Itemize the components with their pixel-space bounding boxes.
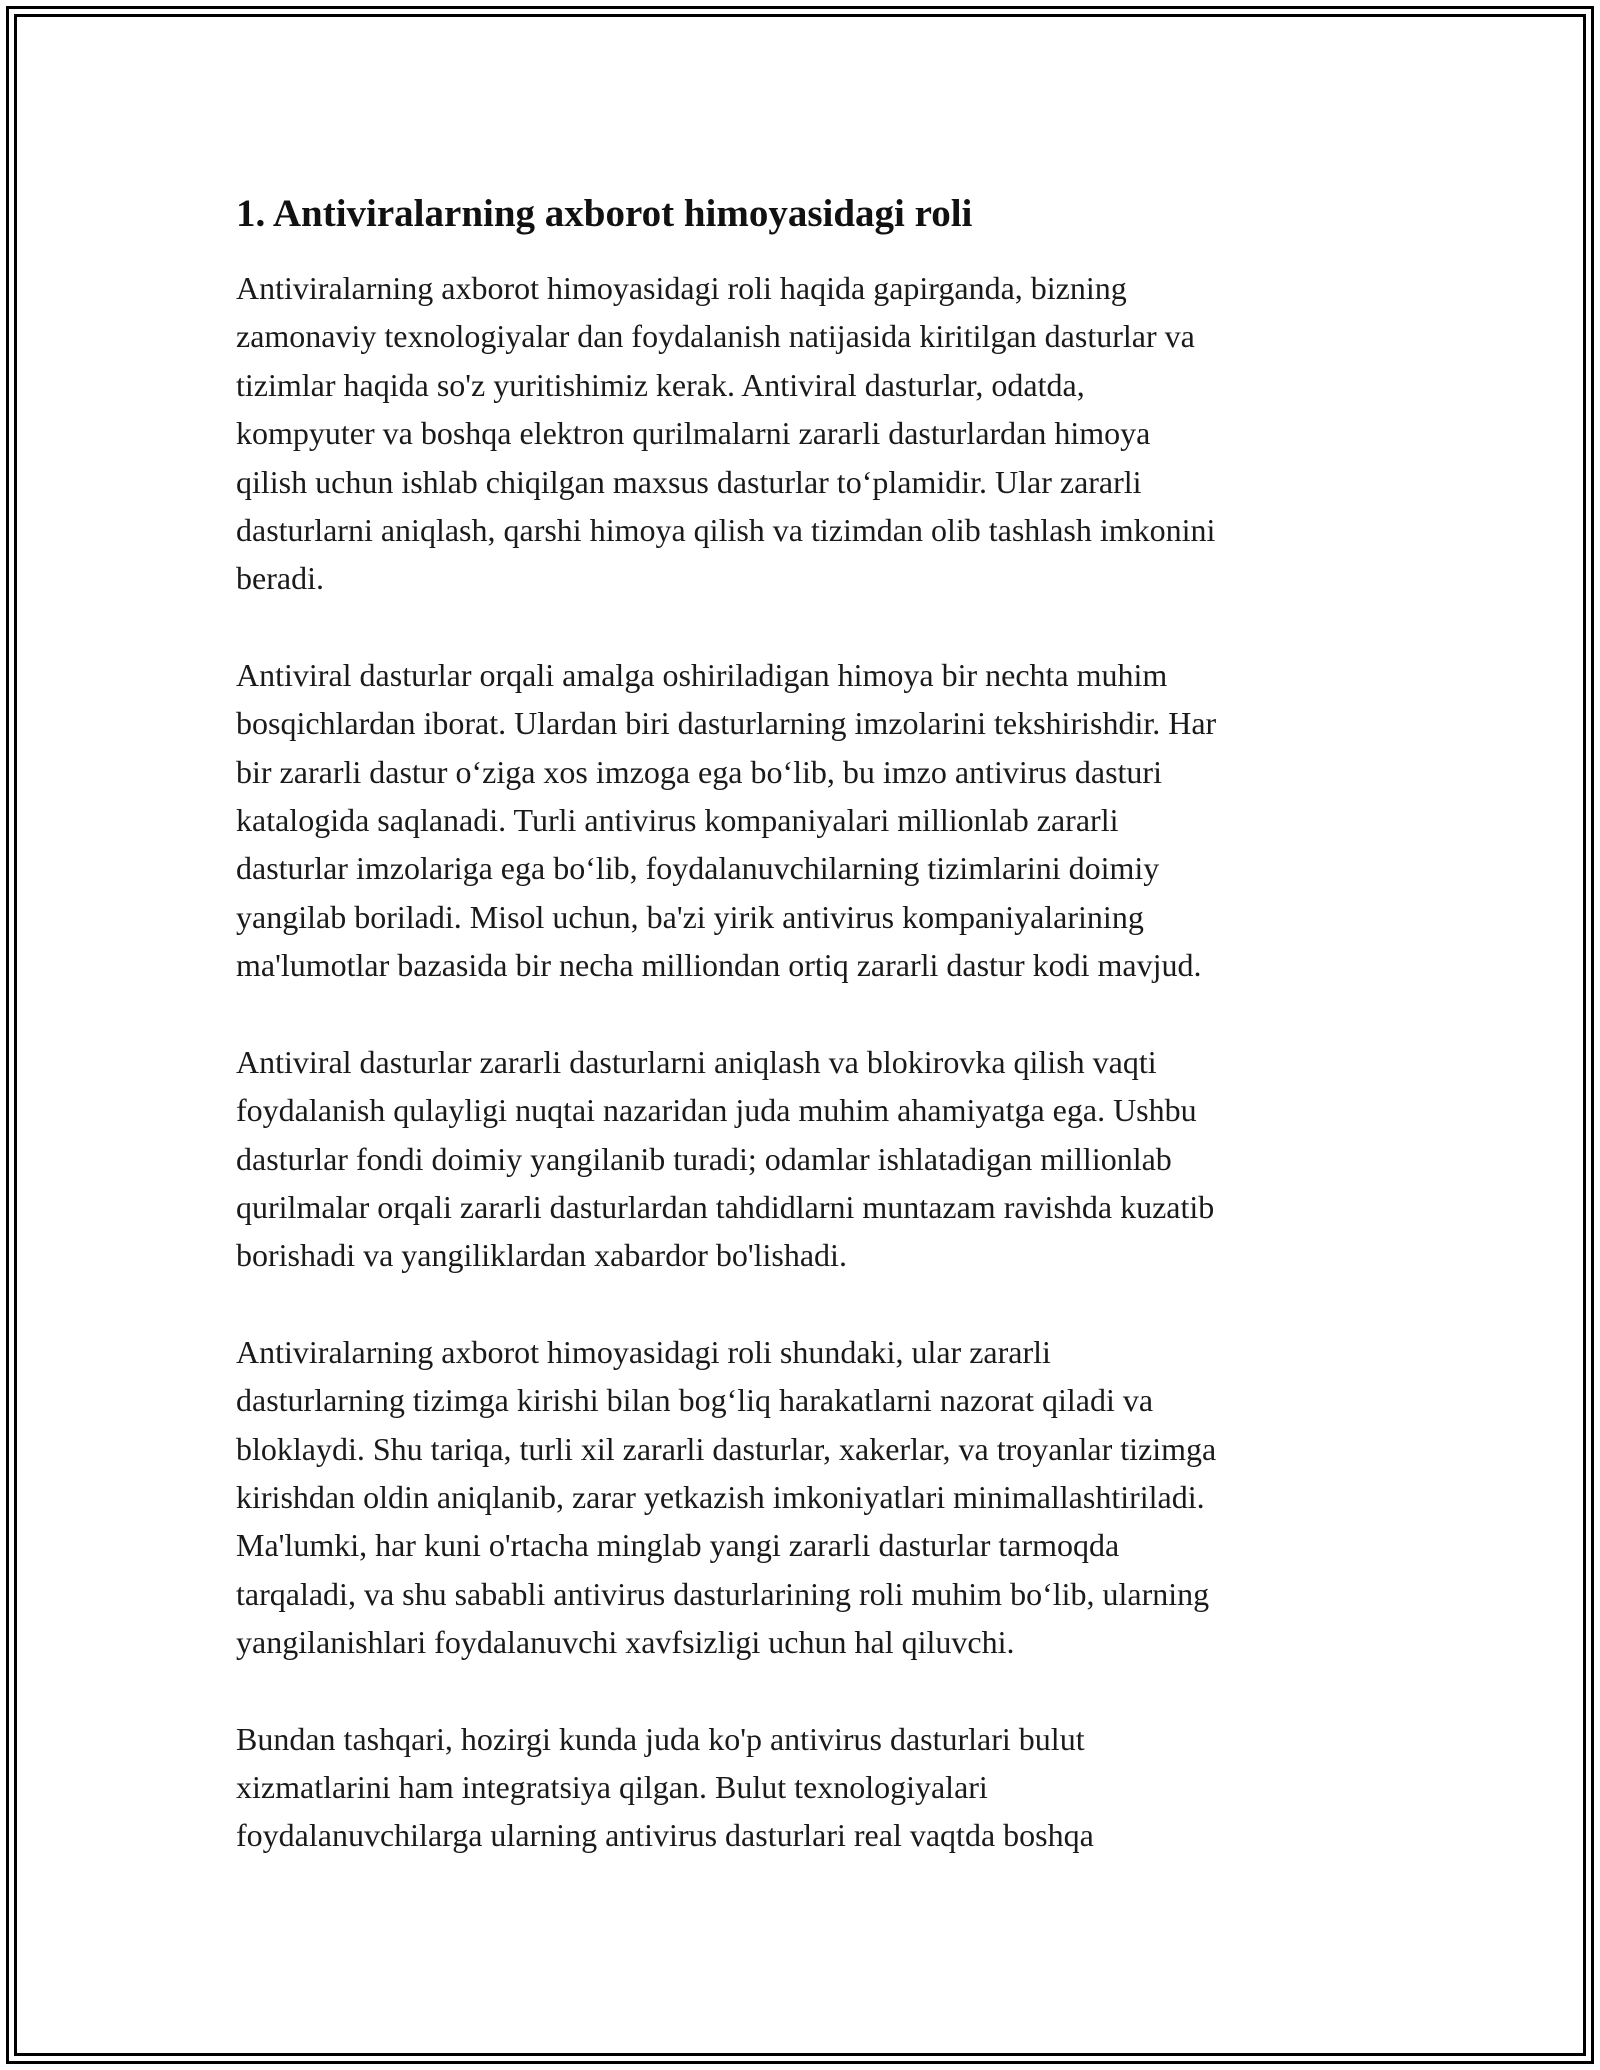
text-line: dasturlar imzolariga ega bo‘lib, foydalanuvchilarning tizimlarini doimiy xyxy=(236,850,1160,887)
text-line: Antiviral dasturlar orqali amalga oshiriladigan himoya bir nechta muhim xyxy=(236,656,1168,693)
paragraph-2 xyxy=(236,651,1366,990)
section-heading: 1. Antiviralarning axborot himoyasidagi roli xyxy=(236,192,973,235)
text-line: bosqichlardan iborat. Ulardan biri dasturlarning imzolarini tekshirishdir. Har xyxy=(236,705,1217,742)
paragraph-4 xyxy=(236,1328,1366,1667)
paragraph-1 xyxy=(236,264,1366,603)
paragraph-3 xyxy=(236,1038,1366,1280)
text-line: katalogida saqlanadi. Turli antivirus kompaniyalari millionlab zararli xyxy=(236,802,1119,839)
text-line: kirishdan oldin aniqlanib, zarar yetkazish imkoniyatlari minimallashtiriladi. xyxy=(236,1478,1205,1515)
text-line: Antiviralarning axborot himoyasidagi roli haqida gapirganda, bizning xyxy=(236,270,1127,306)
text-line: Antiviralarning axborot himoyasidagi roli shundaki, ular zararli xyxy=(236,1333,1051,1370)
text-line: kompyuter va boshqa elektron qurilmalarni zararli dasturlardan himoya xyxy=(236,415,1151,452)
text-line: Ma'lumki, har kuni o'rtacha minglab yangi zararli dasturlar tarmoqda xyxy=(236,1527,1120,1564)
text-line: dasturlarni aniqlash, qarshi himoya qilish va tizimdan olib tashlash imkonini xyxy=(236,512,1216,549)
text-line: qurilmalar orqali zararli dasturlardan tahdidlarni muntazam ravishda kuzatib xyxy=(236,1188,1215,1225)
text-line: ma'lumotlar bazasida bir necha milliondan ortiq zararli dastur kodi mavjud. xyxy=(236,947,1202,984)
text-line: Antiviral dasturlar zararli dasturlarni aniqlash va blokirovka qilish vaqti xyxy=(236,1043,1157,1080)
text-line: yangilab boriladi. Misol uchun, ba'zi yirik antivirus kompaniyalarining xyxy=(236,898,1144,935)
text-line: qilish uchun ishlab chiqilgan maxsus dasturlar to‘plamidir. Ular zararli xyxy=(236,463,1142,500)
text-line: bir zararli dastur o‘ziga xos imzoga ega bo‘lib, bu imzo antivirus dasturi xyxy=(236,753,1162,790)
document-body xyxy=(236,186,1366,1908)
paragraph-5 xyxy=(236,1715,1366,1860)
text-line: bloklaydi. Shu tariqa, turli xil zararli dasturlar, xakerlar, va troyanlar tizimga xyxy=(236,1430,1217,1467)
text-line: dasturlar fondi doimiy yangilanib turadi; odamlar ishlatadigan millionlab xyxy=(236,1140,1172,1177)
text-line: zamonaviy texnologiyalar dan foydalanish natijasida kiritilgan dasturlar va xyxy=(236,318,1195,355)
text-line: tizimlar haqida so'z yuritishimiz kerak. Antiviral dasturlar, odatda, xyxy=(236,366,1085,403)
text-line: foydalanish qulayligi nuqtai nazaridan juda muhim ahamiyatga ega. Ushbu xyxy=(236,1092,1197,1129)
text-line: dasturlarning tizimga kirishi bilan bog‘liq harakatlarni nazorat qiladi va xyxy=(236,1382,1154,1419)
text-line: beradi. xyxy=(236,560,324,597)
text-line: Bundan tashqari, hozirgi kunda juda ko'p antivirus dasturlari bulut xyxy=(236,1720,1085,1757)
text-line: yangilanishlari foydalanuvchi xavfsizligi uchun hal qiluvchi. xyxy=(236,1624,1015,1661)
text-line: xizmatlarini ham integratsiya qilgan. Bulut texnologiyalari xyxy=(236,1768,988,1805)
text-line: borishadi va yangiliklardan xabardor bo'lishadi. xyxy=(236,1237,847,1274)
text-line: foydalanuvchilarga ularning antivirus dasturlari real vaqtda boshqa xyxy=(236,1817,1094,1854)
text-line: tarqaladi, va shu sababli antivirus dasturlarining roli muhim bo‘lib, ularning xyxy=(236,1575,1210,1612)
